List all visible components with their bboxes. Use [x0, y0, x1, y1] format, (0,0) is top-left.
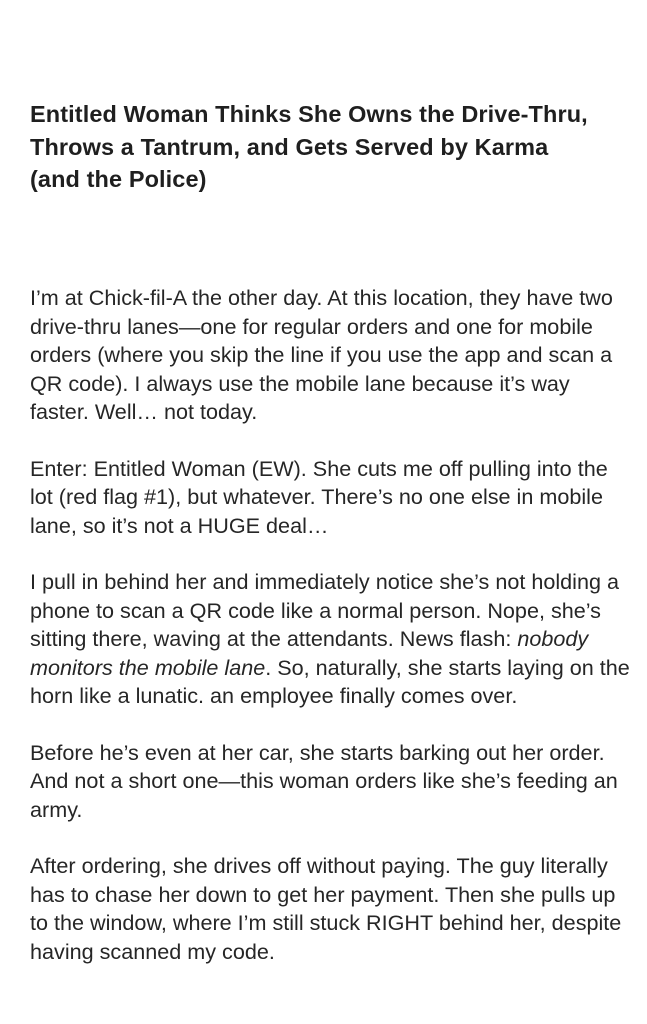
paragraph-5: After ordering, she drives off without paying. The guy literally has to chase her down to get her payment. Then she pulls up to the window, where I’m still stuck RIGHT behind her, despite having scanned my code.	[30, 853, 622, 964]
paragraph-4: Before he’s even at her car, she starts barking out her order. And not a short one—this woman orders like she’s feeding an army.	[30, 739, 618, 822]
paragraph-3-emphasis: nobody monitors the mobile lane	[30, 626, 589, 680]
paragraph-3	[30, 568, 630, 711]
paragraph-2: Enter: Entitled Woman (EW). She cuts me off pulling into the lot (red flag #1), but whatever. There’s no one else in mobile lane, so it’s not a HUGE deal…	[30, 455, 608, 538]
paragraph-3-text-after: . So, naturally, she starts laying on the horn like a lunatic. an employee finally comes over.	[30, 654, 630, 708]
article-body	[30, 284, 630, 966]
article-title: Entitled Woman Thinks She Owns the Drive-Thru, Throws a Tantrum, and Gets Served by Karma (and the Police)	[30, 101, 588, 192]
paragraph-1: I’m at Chick-fil-A the other day. At this location, they have two drive-thru lanes—one for regular orders and one for mobile orders (where you skip the line if you use the app and scan a QR code). I always use the mobile lane because it’s way faster. Well… not today.	[30, 285, 613, 424]
paragraph-3-text-before: I pull in behind her and immediately notice she’s not holding a phone to scan a QR code like a normal person. Nope, she’s sitting there, waving at the attendants. News flash:	[30, 569, 620, 651]
